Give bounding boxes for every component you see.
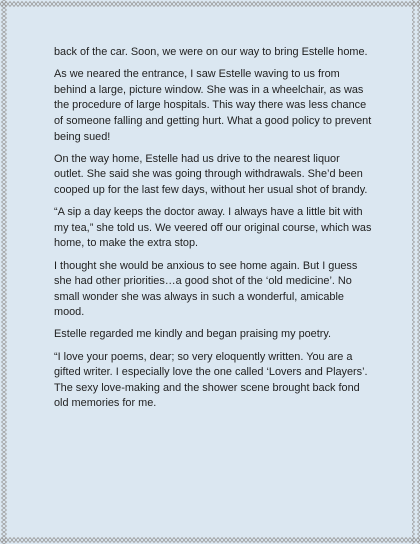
paragraph: “A sip a day keeps the doctor away. I always have a little bit with my tea,” she told us. We veered off our original course, which was home, to make the extra stop. (54, 206, 372, 250)
border-bottom (0, 536, 420, 544)
paragraph: “I love your poems, dear; so very eloquently written. You are a gifted writer. I especially love the one called ‘Lovers and Players’. The sexy love-making and the shower scene brought back fond old memories for me. (54, 350, 368, 410)
paragraph: On the way home, Estelle had us drive to the nearest liquor outlet. She said she was going through withdrawals. She’d been cooped up for the last few days, without her usual shot of brandy. (54, 152, 368, 196)
document-body (54, 45, 372, 419)
border-top (0, 0, 420, 8)
border-right (412, 0, 420, 544)
border-left (0, 0, 8, 544)
paragraph: I thought she would be anxious to see home again. But I guess she had other priorities…a good shot of the ‘old medicine’. No small wonder she was always in such a wonderful, amicable mood. (54, 259, 358, 319)
paragraph: Estelle regarded me kindly and began praising my poetry. (54, 328, 332, 341)
paragraph: back of the car. Soon, we were on our way to bring Estelle home. (54, 46, 368, 58)
paragraph: As we neared the entrance, I saw Estelle waving to us from behind a large, picture window. She was in a wheelchair, as was the procedure of large hospitals. This way there was less chance of someone falling and getting hurt. What a good policy to prevent being sued! (54, 68, 372, 143)
